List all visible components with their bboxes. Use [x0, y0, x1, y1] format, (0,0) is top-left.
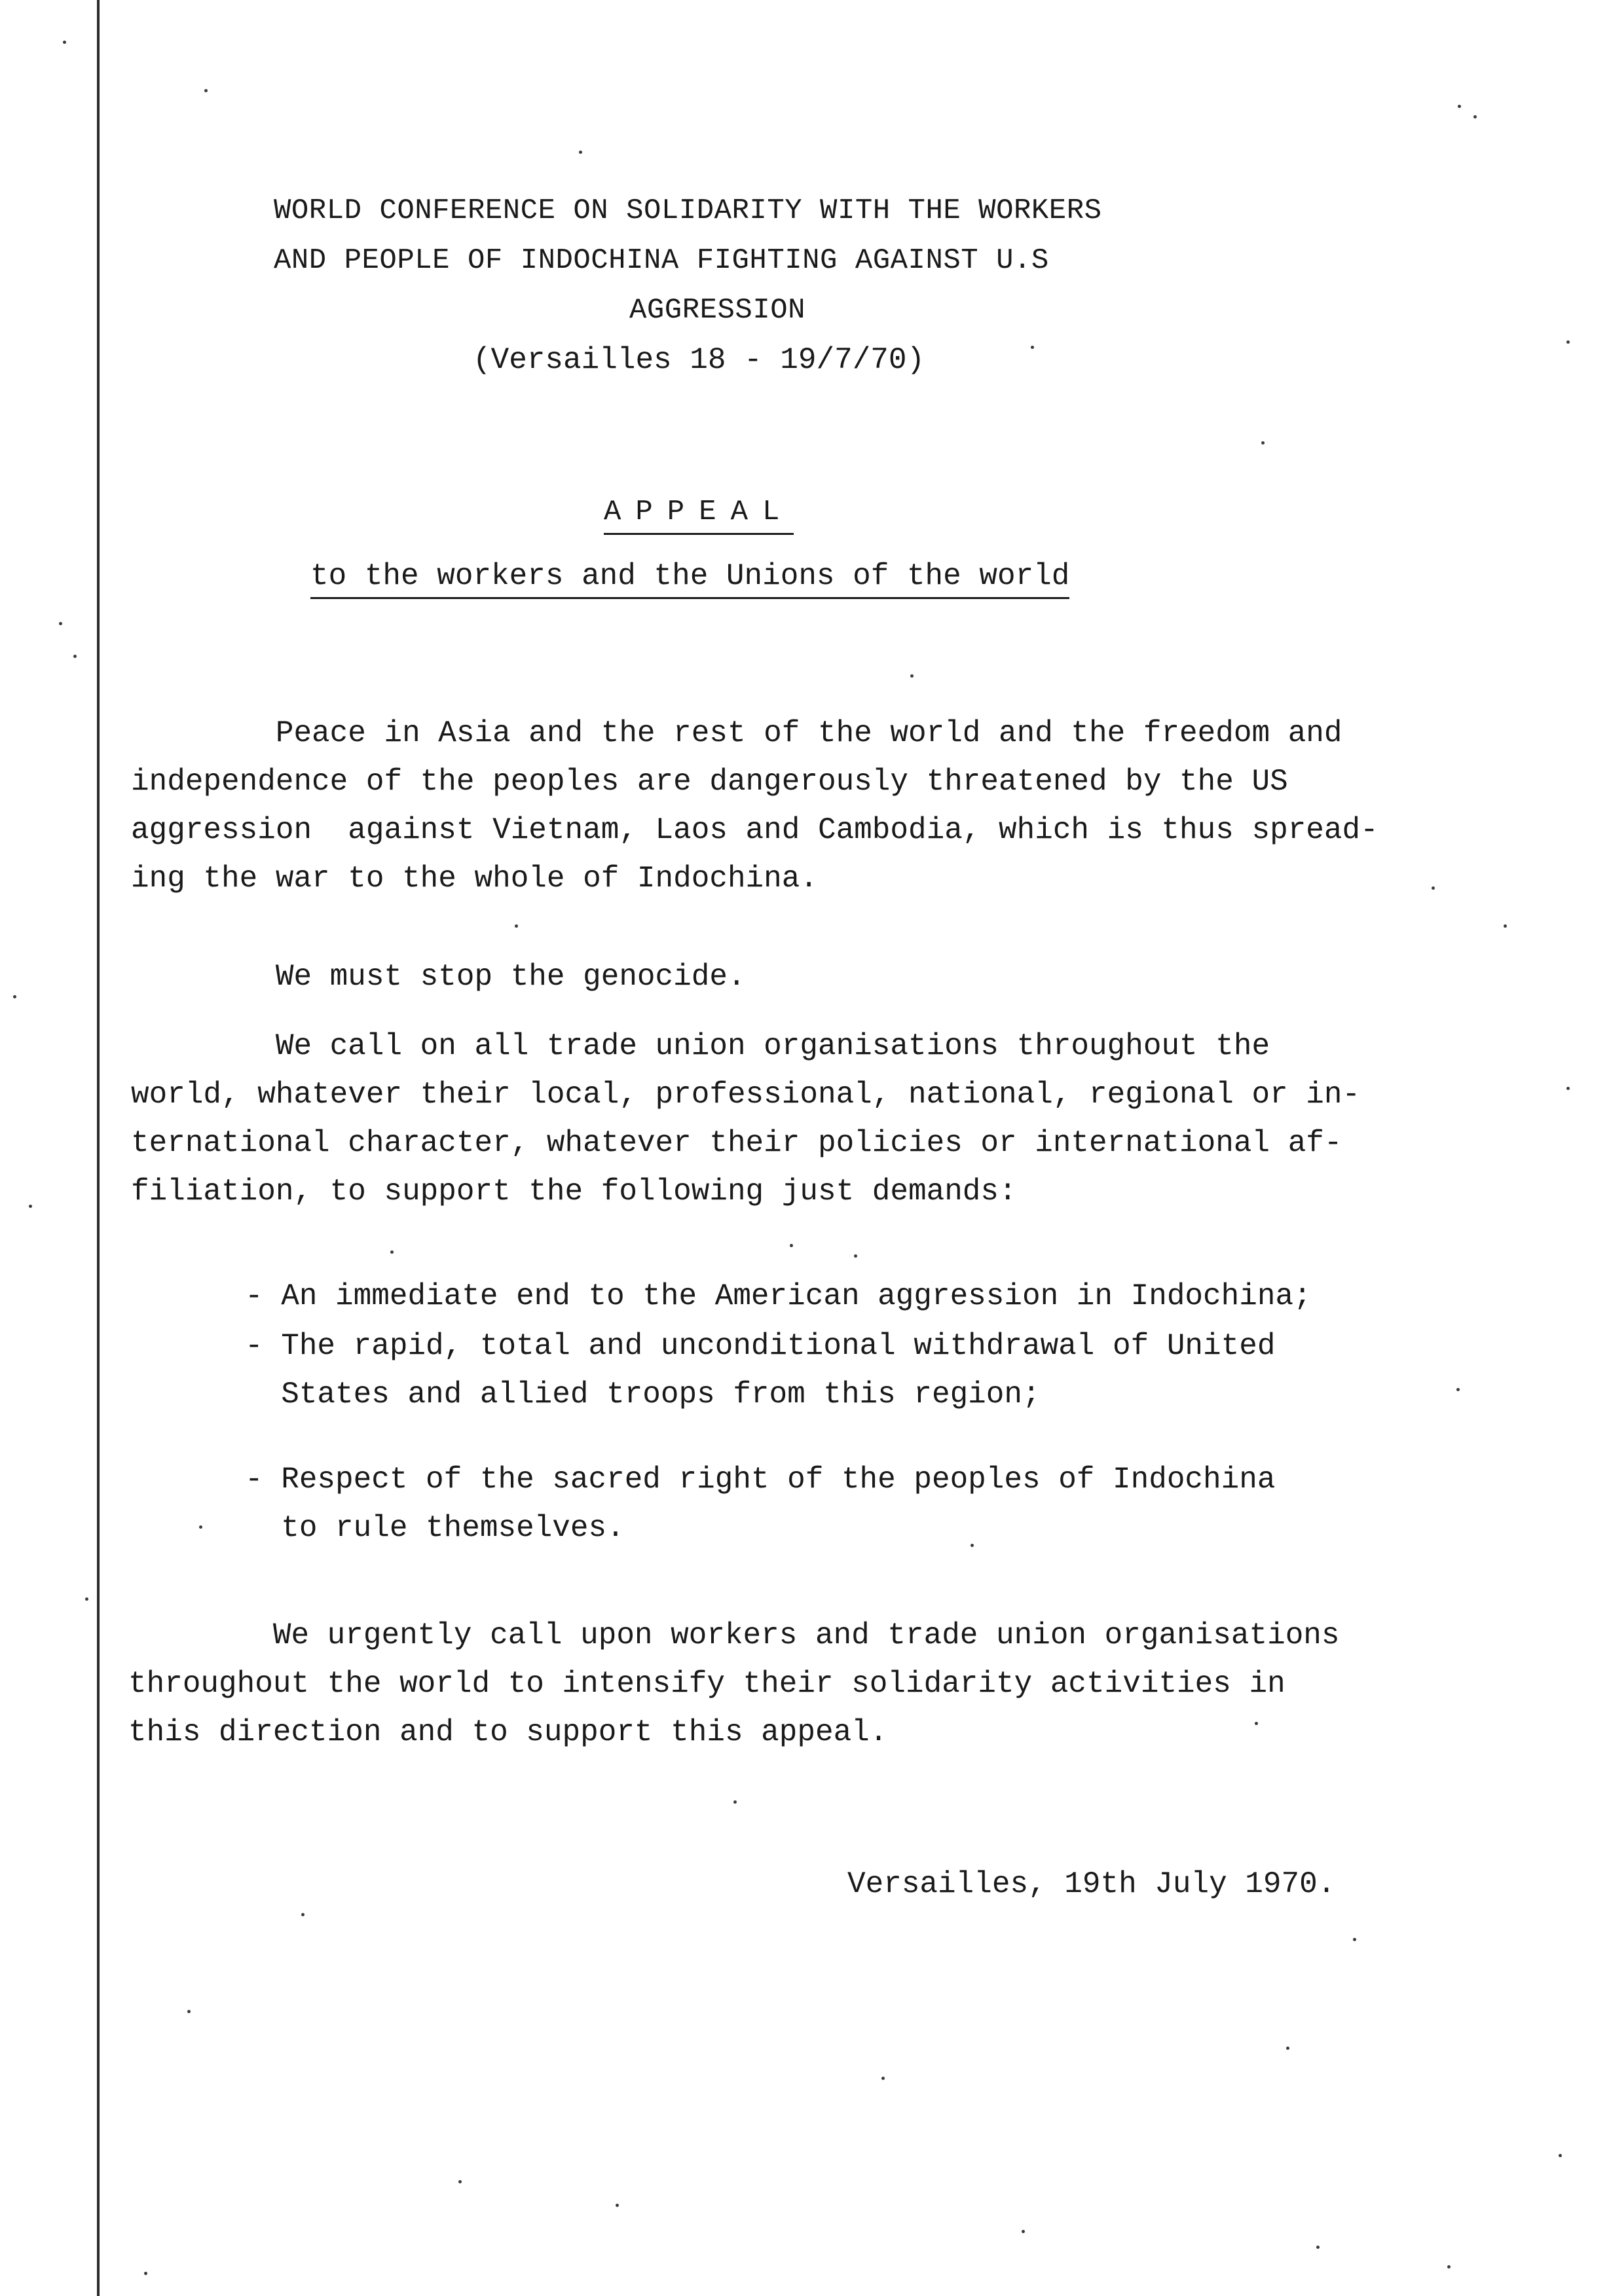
scan-speck — [73, 655, 77, 658]
paragraph-3-line-4: filiation, to support the following just demands: — [131, 1175, 1017, 1209]
place-and-date: Versailles, 19th July 1970. — [847, 1867, 1336, 1901]
paragraph-4-line-1: We urgently call upon workers and trade union organisations — [128, 1618, 1340, 1652]
scan-speck — [29, 1205, 32, 1208]
demand-3-line-1: - Respect of the sacred right of the peoples of Indochina — [245, 1463, 1276, 1497]
scan-speck — [1473, 115, 1477, 118]
scan-speck — [1286, 2047, 1289, 2050]
header-line-2: AND PEOPLE OF INDOCHINA FIGHTING AGAINST U.S — [274, 244, 1049, 277]
scan-speck — [910, 674, 914, 678]
paragraph-2: We must stop the genocide. — [131, 960, 746, 994]
demand-2-line-1: - The rapid, total and unconditional withdrawal of United — [245, 1329, 1276, 1363]
scan-speck — [971, 1544, 974, 1547]
scan-speck — [579, 151, 582, 154]
demand-2-line-2: States and allied troops from this region; — [245, 1377, 1041, 1412]
scan-speck — [1022, 2230, 1025, 2233]
scan-speck — [881, 2077, 885, 2080]
header-line-1: WORLD CONFERENCE ON SOLIDARITY WITH THE WORKERS — [274, 194, 1102, 227]
scan-speck — [1353, 1938, 1356, 1941]
scan-speck — [1504, 924, 1507, 928]
left-margin-rule — [97, 0, 100, 2296]
paragraph-4-line-2: throughout the world to intensify their solidarity activities in — [128, 1667, 1285, 1701]
scan-speck — [63, 41, 66, 44]
appeal-subtitle: to the workers and the Unions of the world — [310, 556, 1069, 599]
header-line-4: (Versailles 18 - 19/7/70) — [473, 343, 925, 377]
scan-speck — [144, 2272, 147, 2275]
paragraph-1-line-2: independence of the peoples are dangerously threatened by the US — [131, 765, 1288, 799]
scan-speck — [1559, 2154, 1562, 2157]
header-line-3: AGGRESSION — [629, 294, 806, 327]
scan-speck — [458, 2180, 462, 2183]
scan-speck — [85, 1597, 88, 1601]
paragraph-1-line-4: ing the war to the whole of Indochina. — [131, 862, 818, 896]
paragraph-3-line-1: We call on all trade union organisations throughout the — [131, 1029, 1270, 1063]
scan-speck — [1566, 340, 1570, 344]
scan-speck — [1261, 441, 1265, 445]
demand-1: - An immediate end to the American aggression in Indochina; — [245, 1279, 1312, 1313]
scan-speck — [1255, 1722, 1258, 1725]
scan-speck — [854, 1254, 857, 1258]
scan-speck — [733, 1800, 737, 1804]
scan-speck — [390, 1250, 394, 1254]
scan-speck — [59, 622, 62, 625]
demand-3-line-2: to rule themselves. — [245, 1511, 625, 1545]
scan-speck — [1031, 346, 1034, 349]
scan-speck — [1456, 1388, 1460, 1391]
paragraph-1-line-3: aggression against Vietnam, Laos and Cambodia, which is thus spread- — [131, 813, 1378, 847]
paragraph-1-line-1: Peace in Asia and the rest of the world and the freedom and — [131, 716, 1342, 750]
scan-speck — [1432, 886, 1435, 890]
scan-speck — [1447, 2265, 1451, 2269]
scan-speck — [13, 995, 16, 998]
scan-speck — [1316, 2246, 1320, 2249]
paragraph-4-line-3: this direction and to support this appeal. — [128, 1715, 888, 1749]
scan-speck — [199, 1525, 202, 1529]
scan-speck — [187, 2010, 191, 2013]
appeal-title: APPEAL — [604, 492, 794, 535]
scan-speck — [1566, 1087, 1570, 1090]
scan-speck — [301, 1913, 305, 1916]
paragraph-3-line-2: world, whatever their local, professional, national, regional or in- — [131, 1078, 1361, 1112]
paragraph-3-line-3: ternational character, whatever their policies or international af- — [131, 1126, 1342, 1160]
scan-speck — [616, 2204, 619, 2207]
scan-speck — [790, 1244, 793, 1247]
scan-speck — [515, 924, 518, 928]
scan-speck — [204, 89, 208, 92]
scan-speck — [1458, 105, 1461, 108]
